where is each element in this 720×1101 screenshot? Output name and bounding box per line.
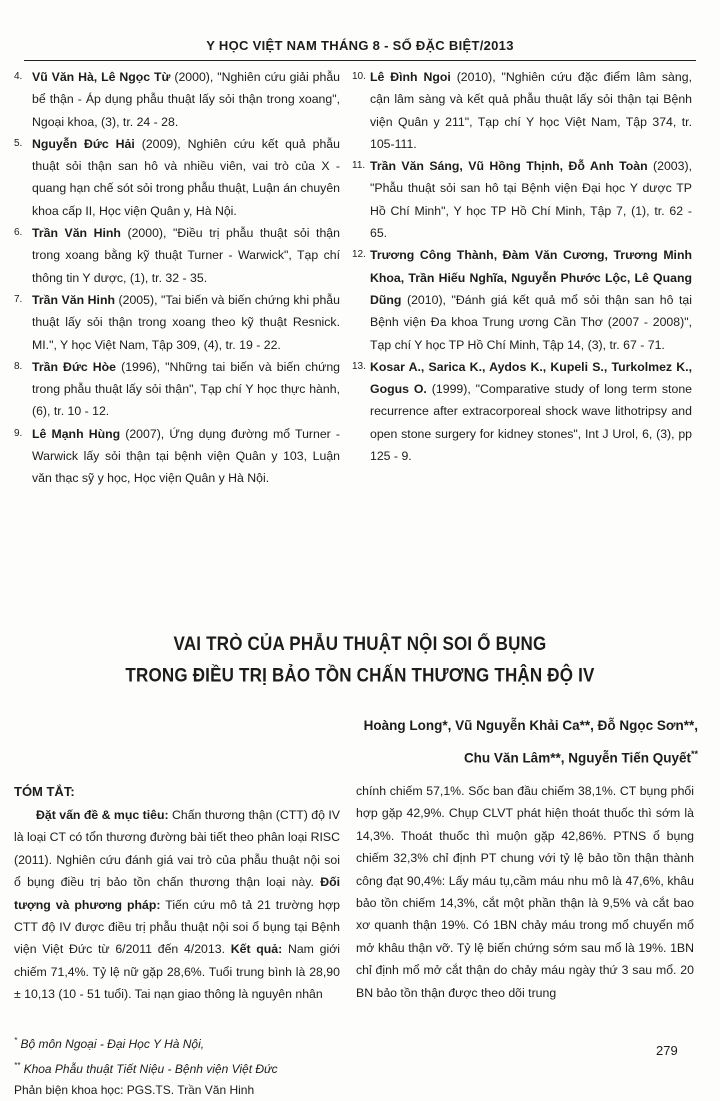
abstract-heading: TÓM TẮT: [14, 784, 75, 799]
abstract-label-background: Đặt vấn đề & mục tiêu: [36, 808, 169, 822]
footnote-reviewer: Phản biện khoa học: PGS.TS. Trần Văn Hinh [14, 1083, 255, 1097]
article-authors [364, 712, 698, 773]
footnote-affiliation-2: Khoa Phẫu thuật Tiết Niệu - Bệnh viện Việt Đức [20, 1062, 278, 1076]
reference-item [352, 244, 692, 355]
article-title-line-1: VAI TRÒ CỦA PHẪU THUẬT NỘI SOI Ổ BỤNG [173, 633, 547, 655]
footnote-affiliation-1: Bộ môn Ngoại - Đại Học Y Hà Nội, [17, 1037, 205, 1051]
reference-item [352, 155, 692, 244]
reference-authors: Vũ Văn Hà, Lê Ngọc Từ [32, 70, 171, 84]
reference-number: 7. [14, 293, 23, 305]
footnote-mark-1: * [14, 1036, 18, 1045]
abstract-label-methods: Đối tượng và phương pháp: [14, 875, 340, 912]
references-right-column [352, 66, 692, 467]
reference-text: (2007), Ứng dụng đường mổ Turner - Warwick lấy sỏi thận tại bệnh viện Quân y 103, Luận văn thạc sỹ y học, Học viện Quân y Hà Nội. [32, 426, 340, 486]
reference-number: 9. [14, 427, 23, 439]
reference-item [14, 356, 340, 423]
page-number: 279 [656, 1043, 678, 1058]
reference-text: (2009), Nghiên cứu kết quả phẫu thuật sỏi thận san hô và nhiều viên, vai trò của X - quang hạn chế sót sỏi trong phẫu thuật, Luận án chuyên khoa cấp II, Học viện Quân y, Hà Nội. [32, 136, 340, 218]
reference-text: (2000), "Nghiên cứu giải phẫu bể thận - Áp dụng phẫu thuật lấy sỏi thận trong xoang", Ngoại khoa, (3), tr. 24 - 28. [32, 70, 340, 129]
reference-authors: Trần Đức Hòe [32, 359, 117, 374]
reference-text: (2010), "Nghiên cứu đặc điểm lâm sàng, cận lâm sàng và kết quả phẫu thuật lấy sỏi thận tại Bệnh viện Quân y 211", Tạp chí Y học Việt Nam, Tập 374, tr. 105-111. [370, 70, 692, 151]
reference-authors: Trần Văn Hinh [32, 292, 115, 307]
reference-authors: Lê Mạnh Hùng [32, 426, 121, 441]
reference-number: 11. [352, 160, 366, 172]
reference-item [352, 356, 692, 467]
reference-text: (1996), "Những tai biến và biến chứng trong phẫu thuật lấy sỏi thận", Tạp chí Y học thực hành, (6), tr. 10 - 12. [32, 359, 340, 419]
reference-authors: Trần Văn Sáng, Vũ Hồng Thịnh, Đỗ Anh Toàn [370, 159, 648, 174]
abstract-text-background: Chấn thương thận (CTT) độ IV là loại CT có tổn thương đường bài tiết theo phân loại RISC (2011). Nghiên cứu đánh giá vai trò của phẫu thuật nội soi ổ bụng điều trị bảo tồn chấn thương thận loại này. [14, 808, 341, 890]
reference-text: (2010), "Đánh giá kết quả mổ sỏi thận san hô tại Bệnh viện Đa khoa Trung ương Cần Thơ (2007 - 2008)", Tạp chí Y học TP Hồ Chí Minh, Tập 14, (3), tr. 67 - 71. [370, 292, 692, 352]
reference-number: 4. [14, 71, 23, 82]
reference-number: 12. [352, 249, 366, 261]
reference-authors: Nguyễn Đức Hải [32, 136, 135, 151]
reference-text: (2005), "Tai biến và biến chứng khi phẫu thuật lấy sỏi thận trong xoang theo kỹ thuật Resnick. MI.", Y học Việt Nam, Tập 309, (4), tr. 19 - 22. [32, 292, 340, 352]
reference-text: (1999), "Comparative study of long term stone recurrence after extracorporeal shock wave lithotripsy and open stone surgery for kidney stones", Int J Urol, 6, (3), pp 125 - 9. [370, 382, 692, 464]
abstract-text-results: Nam giới chiếm 71,4%. Tỷ lệ nữ gặp 28,6%. Tuổi trung bình là 28,90 ± 10,13 (10 - 51 tuổi). Tai nạn giao thông là nguyên nhân [14, 942, 340, 1002]
reference-text: (2003), "Phẫu thuật sỏi san hô tại Bệnh viện Đại học Y dược TP Hồ Chí Minh", Y học TP Hồ Chí Minh, Tập 7, (1), tr. 62 - 65. [370, 159, 693, 241]
article-title-line-2: TRONG ĐIỀU TRỊ BẢO TỒN CHẤN THƯƠNG THẬN ĐỘ IV [125, 664, 595, 686]
abstract-label-results: Kết quả: [230, 942, 283, 957]
reference-authors: Trần Văn Hinh [32, 226, 121, 241]
abstract-right-column: chính chiếm 57,1%. Sốc ban đầu chiếm 38,1%. CT bụng phối hợp gặp 42,9%. Chụp CLVT phát hiện thoát thuốc thì sớm là 14,3%. Thoát thuốc thì muộn gặp 42,86%. PTNS ổ bụng chiếm 32,3% chỉ định PT chung với tỷ lệ bảo tồn thận thành công đạt 90,4%: Lấy máu tụ,cầm máu nhu mô là 47,6%, khâu bảo tồn chiếm 14,3%, cắt một phần thận là 9,5% và cắt bao xơ quanh thận 19%. Có 1BN chảy máu trong mổ chuyển mổ mở khâu thận vỡ. Tỷ lệ biến chứng sớm sau mổ là 19%. 1BN chỉ định mổ mở cắt thận do chảy máu ngày thứ 3 sau mổ. 20 BN bảo tồn thận được theo dõi trung [356, 784, 694, 1000]
reference-item [352, 66, 692, 155]
reference-number: 5. [14, 137, 23, 149]
reference-number: 8. [14, 360, 23, 372]
reference-number: 10. [352, 71, 366, 82]
reference-authors: Kosar A., Sarica K., Aydos K., Kupeli S., Turkolmez K., Gogus O. [370, 359, 692, 397]
reference-number: 13. [352, 360, 366, 372]
reference-item [14, 222, 340, 289]
footnote-mark-2: ** [14, 1061, 21, 1070]
journal-header: Y HỌC VIỆT NAM THÁNG 8 - SỐ ĐẶC BIỆT/2013 [206, 38, 514, 53]
reference-authors: Lê Đình Ngoi [370, 70, 451, 84]
reference-number: 6. [14, 227, 23, 239]
authors-line-2: Chu Văn Lâm**, Nguyễn Tiến Quyết [463, 750, 691, 766]
reference-text: (2000), "Điều trị phẫu thuật sỏi thận trong xoang bằng kỹ thuật Turner - Warwick", Tạp chí thông tin Y dược, (1), tr. 32 - 35. [32, 226, 340, 285]
reference-item [14, 289, 340, 356]
authors-line-1: Hoàng Long*, Vũ Nguyễn Khải Ca**, Đỗ Ngọc Sơn**, [363, 718, 698, 733]
authors-affiliation-mark: ** [690, 749, 698, 759]
article-title [0, 629, 720, 692]
reference-authors: Trương Công Thành, Đàm Văn Cương, Trương Minh Khoa, Trần Hiếu Nghĩa, Nguyễn Phước Lộc, Lê Quang Dũng [370, 248, 692, 307]
header-divider [24, 60, 696, 61]
reference-item [14, 423, 340, 490]
abstract-text-methods: Tiến cứu mô tả 21 trường hợp CTT độ IV được điều trị phẫu thuật nội soi ổ bụng tại Bệnh viện Việt Đức từ 6/2011 đến 4/2013. [14, 897, 340, 957]
abstract-left-column [14, 804, 340, 1006]
footnotes [14, 1030, 278, 1101]
reference-item [14, 133, 340, 222]
reference-item [14, 66, 340, 133]
references-left-column [14, 66, 340, 490]
